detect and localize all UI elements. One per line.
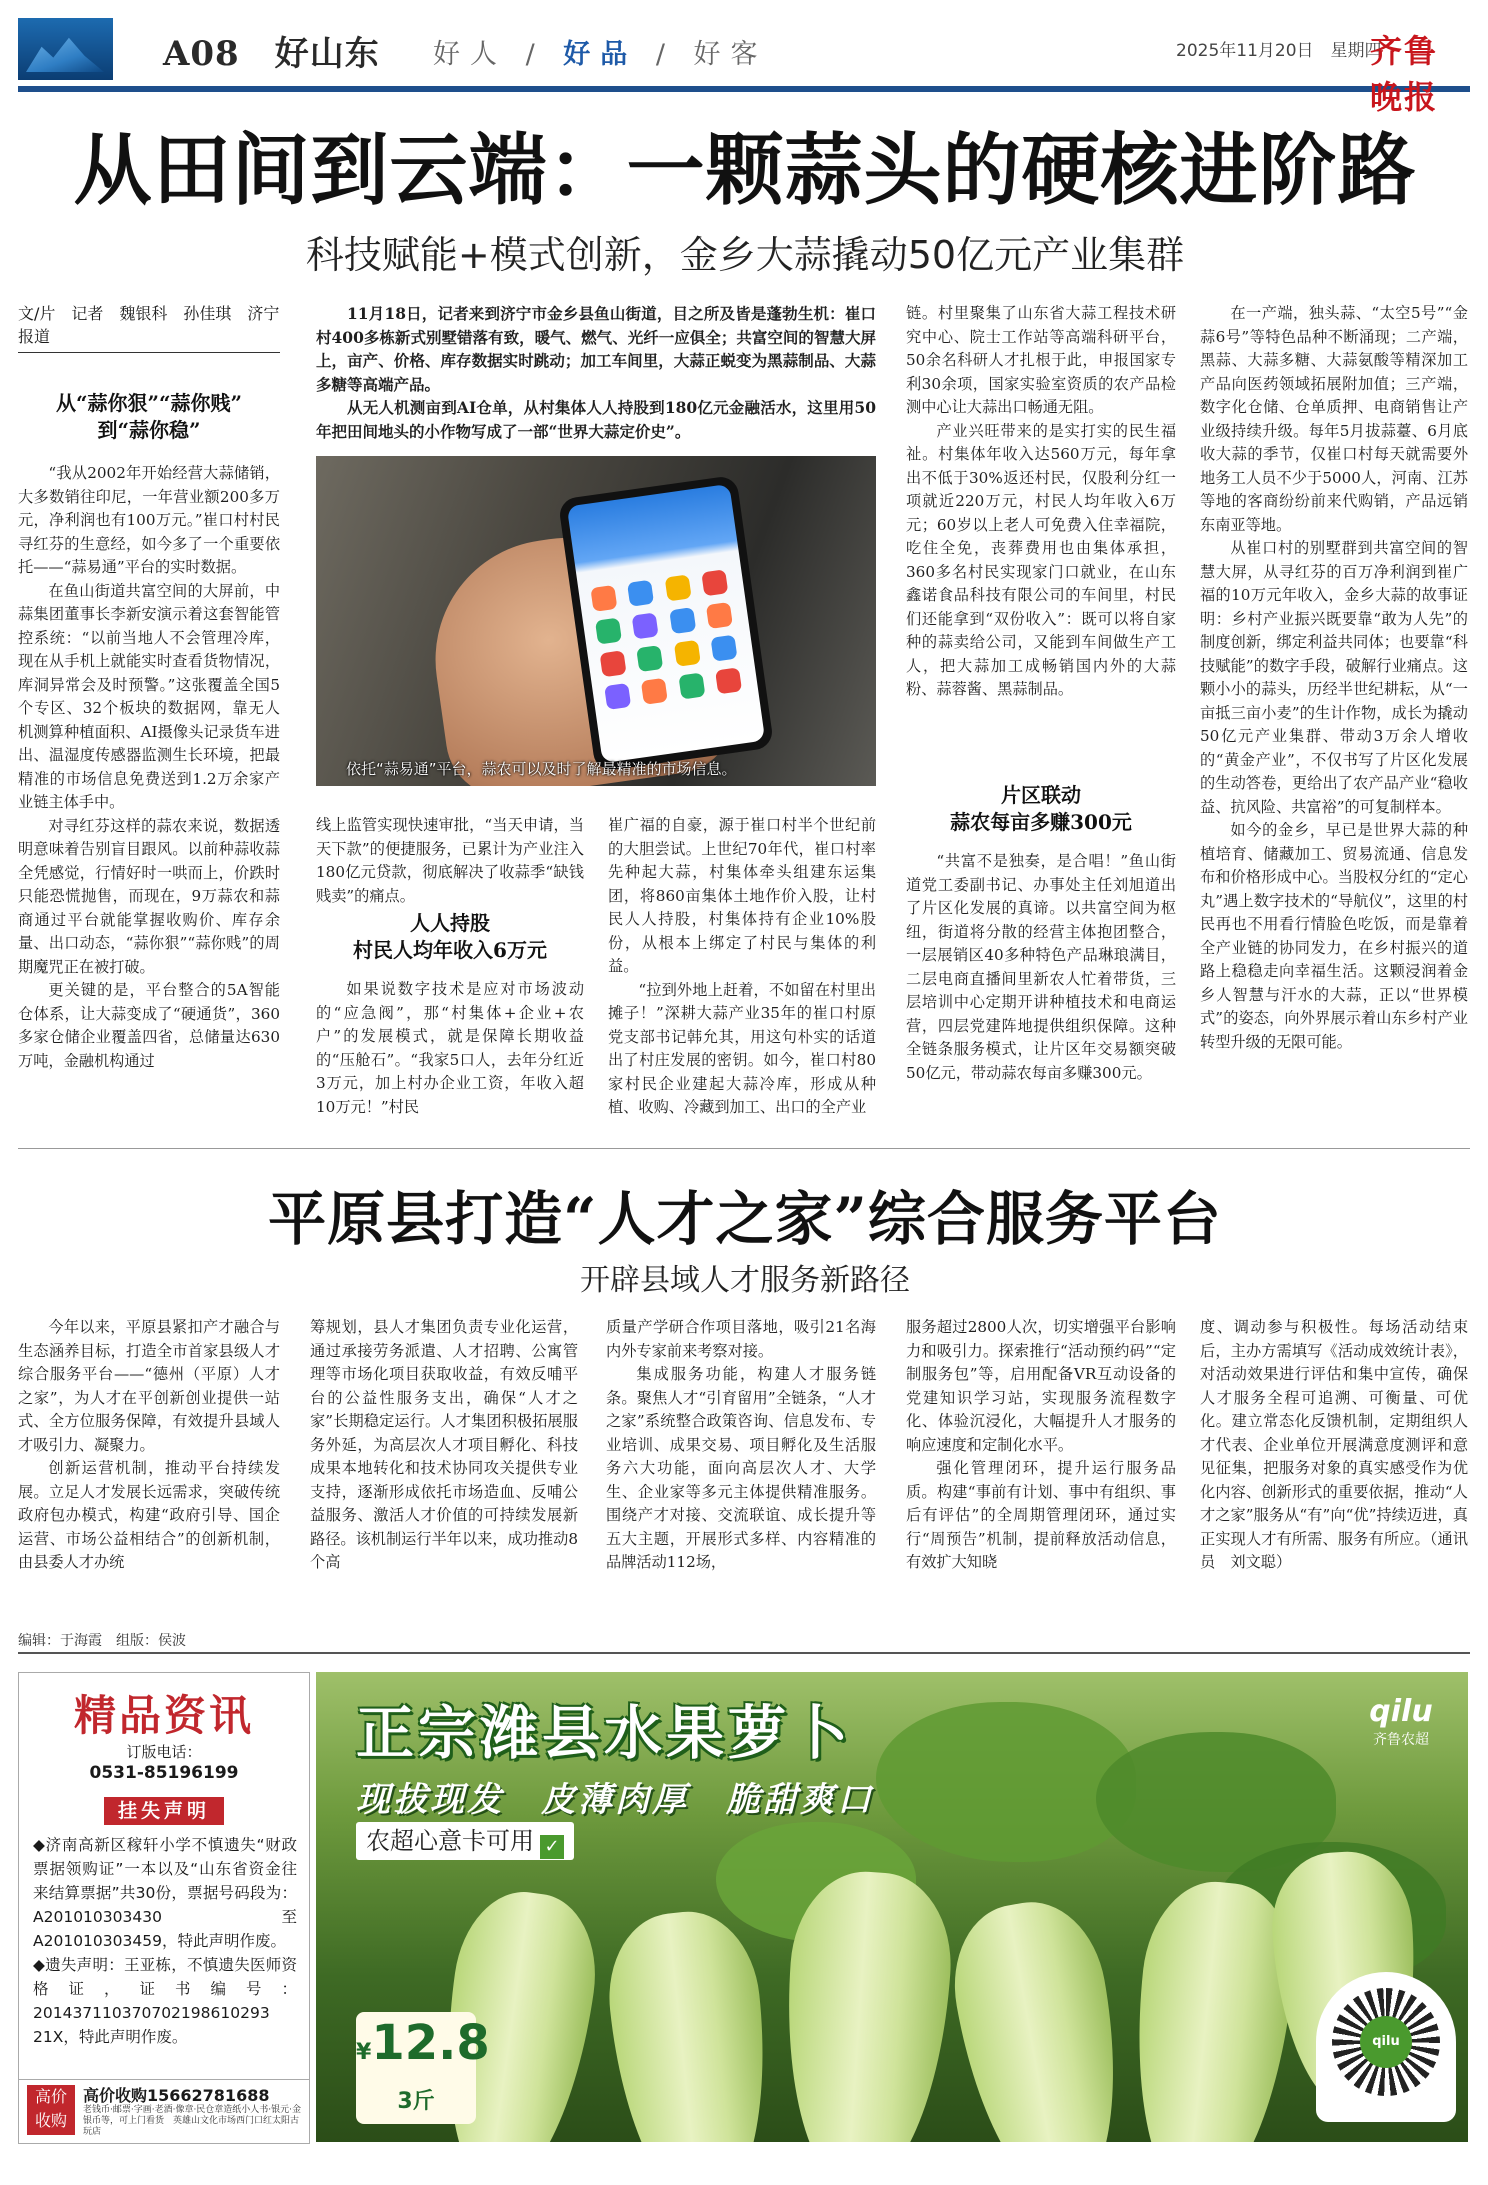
newspaper-brand: 齐鲁晚报 — [1370, 32, 1439, 116]
paragraph: 度、调动参与积极性。每场活动结束后，主办方需填写《活动成效统计表》，对活动效果进行评估和集中宣传，确保人才服务全程可追溯、可衡量、可优化。建立常态化反馈机制，定期组织人才代表、企业单位开展满意度测评和意见征集，把服务对象的真实感受作为优化内容、创新形式的重要依据，推动“人才之家”服务从“有”向“优”持续迈进，真正实现人才有所需、服务有所应。（通讯员 刘文聪） — [1200, 1318, 1468, 1571]
article2-headline: 平原县打造“人才之家”综合服务平台 — [268, 1185, 1222, 1253]
article1-headline: 从田间到云端：一颗蒜头的硬核进阶路 — [73, 125, 1417, 216]
article1-column-4b — [906, 850, 1176, 1085]
price-unit: 3斤 — [397, 2089, 435, 2114]
qr-code-icon[interactable] — [1316, 1972, 1456, 2122]
notice-item: ◆济南高新区稼轩小学不慎遗失“财政票据领购证”一本以及“山东省资金往来结算票据”共30份，票据号码段为：A201010303430至A201010303459，特此声明作废。 — [33, 1836, 297, 1950]
paragraph: 产业兴旺带来的是实打实的民生福祉。村集体年收入达560万元，每年拿出不低于30%返还村民，仅股利分红一项就近220万元，村民人均年收入6万元；60岁以上老人可免费入住幸福院，吃住全免，丧葬费用也由集体承担，360多名村民实现家门口就业，在山东鑫诺食品科技有限公司的车间里，村民们还能拿到“双份收入”：既可以将自家种的蒜卖给公司，又能到车间做生产工人，把大蒜加工成畅销国内外的大蒜粉、蒜蓉酱、黑蒜制品。 — [906, 421, 1176, 698]
paragraph: 强化管理闭环，提升运行服务品质。构建“事前有计划、事中有组织、事后有评估”的全周期管理闭环，通过实行“周预告”机制，提前释放活动信息，有效扩大知晓 — [906, 1459, 1176, 1571]
footer-divider — [18, 1652, 1470, 1654]
paragraph: 创新运营机制，推动平台持续发展。立足人才发展长远需求，突破传统政府包办模式，构建“政府引导、国企运营、市场公益相结合”的创新机制，由县委人才办统 — [18, 1459, 280, 1571]
article1-subheading-3: 片区联动 蒜农每亩多赚300元 — [950, 783, 1132, 834]
price-tag — [356, 2012, 490, 2124]
paragraph: 服务超过2800人次，切实增强平台影响力和吸引力。探索推行“活动预约码”“定制服务包”等，启用配备VR互动设备的党建知识学习站，实现服务流程数字化、体验沉浸化，大幅提升人才服务的响应速度和定制化水平。 — [906, 1318, 1176, 1454]
qilu-logo — [1356, 1694, 1446, 1749]
paragraph: “我从2002年开始经营大蒜储销，大多数销往印尼，一年营业额200多万元，净利润也有100万元。”崔口村村民寻红芬的生意经，如今多了一个重要依托——“蒜易通”平台的实时数据。 — [18, 464, 280, 576]
classifieds-phone-label: 订版电话： — [126, 1743, 202, 1761]
paragraph: “共富不是独奏，是合唱！”鱼山街道党工委副书记、办事处主任刘旭道出了片区化发展的真谛。以共富空间为枢纽，街道将分散的经营主体抱团整合，一层展销区40多种特色产品琳琅满目，二层电商直播间里新农人忙着带货，三层培训中心定期开讲种植技术和电商运营，四层党建阵地提供组织保障。这种全链条服务模式，让片区年交易额突破50亿元，带动蒜农每亩多赚300元。 — [906, 852, 1176, 1082]
classifieds-title: 精品资讯 — [73, 1691, 254, 1740]
paragraph: 对寻红芬这样的蒜农来说，数据透明意味着告别盲目跟风。以前种蒜收蒜全凭感觉，行情好时一哄而上，价跌时只能恐慌抛售，而现在，9万蒜农和蒜商通过平台就能掌握收购价、库存余量、出口动态，“蒜你狠”“蒜你贱”的周期魔咒正在被打破。 — [18, 816, 280, 976]
buy-phone: 高价收购15662781688 — [83, 2086, 270, 2105]
article2-subhead: 开辟县域人才服务新路径 — [580, 1263, 910, 1298]
article2-column-3 — [606, 1316, 876, 1575]
article1-column-3 — [608, 814, 876, 1120]
mountain-icon — [26, 36, 104, 72]
lead-paragraph: 从无人机测亩到AI仓单，从村集体人人持股到180亿元金融活水，这里用50年把田间地头的小作物写成了一部“世界大蒜定价史”。 — [316, 398, 876, 441]
classifieds-phone: 0531-85196199 — [89, 1763, 239, 1783]
issue-date: 2025年11月20日 星期四 — [1176, 41, 1382, 61]
article1-lead — [316, 302, 876, 443]
page-header — [18, 18, 1470, 116]
paragraph: 在鱼山街道共富空间的大屏前，中蒜集团董事长李新安演示着这套智能管控系统：“以前当地人不会管理冷库，现在从手机上就能实时查看货物情况，库洞异常会及时预警。”这张覆盖全国5个专区、32个板块的数据网，靠无人机测算种植面积、AI摄像头记录货车进出、温湿度传感器监测生长环境，把最精准的市场信息免费送到1.2万余家产业链主体手中。 — [18, 581, 280, 811]
paragraph: 崔广福的自豪，源于崔口村半个世纪前的大胆尝试。上世纪70年代，崔口村率先种起大蒜，村集体牵头组建东运集团，将860亩集体土地作价入股，让村民人人持股，村集体持有企业10%股份，从根本上绑定了村民与集体的利益。 — [608, 816, 876, 975]
paragraph: 如果说数字技术是应对市场波动的“应急阀”，那“村集体+企业+农户”的发展模式，就是保障长期收益的“压舱石”。“我家5口人，去年分红近3万元，加上村办企业工资，年收入超10万元！”村民 — [316, 980, 584, 1116]
paragraph: 在一产端，独头蒜、“太空5号”“金蒜6号”等特色品种不断涌现；二产端，黑蒜、大蒜多糖、大蒜氨酸等精深加工产品向医药领域拓展附加值；三产端，数字化仓储、仓单质押、电商销售让产业级持续升级。每年5月拔蒜薹、6月底收大蒜的季节，仅崔口村每天就需要外地务工人员不少于5000人，河南、江苏等地的客商纷纷前来代购销，产品远销东南亚等地。 — [1200, 304, 1468, 534]
page-number: A08 好山东 — [163, 34, 380, 74]
currency-symbol: ¥ — [356, 2040, 372, 2065]
lead-paragraph: 11月18日，记者来到济宁市金乡县鱼山街道，目之所及皆是蓬勃生机：崔口村400多栋新式别墅错落有致，暖气、燃气、光纤一应俱全；共富空间的智慧大屏上，亩产、价格、库存数据实时跳动；加工车间里，大蒜正蜕变为黑蒜制品、大蒜多糖等高端产品。 — [316, 304, 876, 394]
photo-caption: 依托“蒜易通”平台，蒜农可以及时了解最精准的市场信息。 — [346, 760, 737, 778]
classifieds-box — [18, 1672, 310, 2144]
ad-slogan: 现拔现发 皮薄肉厚 脆甜爽口 — [356, 1780, 874, 1820]
article2-column-5 — [1200, 1316, 1468, 1575]
masthead-logo — [18, 18, 113, 80]
tab-haoren[interactable]: 好人 — [433, 39, 507, 70]
radish-advertisement[interactable] — [316, 1672, 1468, 2142]
logo-subtitle: 齐鲁农超 — [1373, 1732, 1429, 1748]
paragraph: 筹规划，县人才集团负责专业化运营，通过承接劳务派遣、人才招聘、公寓管理等市场化项目获取收益，有效反哺平台的公益性服务支出，确保“人才之家”长期稳定运行。人才集团积极拓展服务外延，为高层次人才项目孵化、科技成果本地转化和技术协同攻关提供专业支持，逐渐形成依托市场造血、反哺公益服务、激活人才价值的可持续发展新路径。该机制运行半年以来，成功推动8个高 — [310, 1318, 578, 1571]
buy-note: 老钱币·邮票·字画·老酒·像章·民仓章造纸小人书·银元·金银币等，可上门看货 英雄山文化市场西门口红太阳古玩店 — [83, 2105, 302, 2137]
notice-list — [33, 1833, 297, 2049]
article1-byline: 文/片 记者 魏银科 孙佳琪 济宁报道 — [18, 304, 280, 346]
logo-text: qilu — [1369, 1694, 1433, 1729]
buy-badge: 高价 收购 — [27, 2085, 75, 2135]
notice-item: ◆遗失声明：王亚栋，不慎遗失医师资格证，证书编号：201437110370702198610293​21X，特此声明作废。 — [33, 1956, 297, 2046]
paragraph: 集成服务功能，构建人才服务链条。聚焦人才“引育留用”全链条，“人才之家”系统整合政策咨询、信息发布、专业培训、成果交易、项目孵化及生活服务六大功能，面向高层次人才、大学生、企业家等多元主体提供精准服务。围绕产才对接、交流联谊、成长提升等五大主题，开展形式多样、内容精准的品牌活动112场， — [606, 1365, 876, 1571]
article1-column-2b — [316, 978, 584, 1119]
article2-column-4 — [906, 1316, 1176, 1575]
article1-column-5 — [1200, 302, 1468, 1054]
tab-haoke[interactable]: 好客 — [693, 39, 768, 70]
card-text: 农超心意卡可用 — [366, 1827, 534, 1855]
section-tabs: 好人 / 好品 / 好客 — [433, 39, 768, 70]
paragraph: 如今的金乡，早已是世界大蒜的种植培育、储藏加工、贸易流通、信息发布和价格形成中心。当股权分红的“定心丸”遇上数字技术的“导航仪”，这里的村民再也不用看行情脸色吃饭，而是靠着全产业链的协同发力，在乡村振兴的道路上稳稳走向幸福生活。这颗浸润着金乡人智慧与汗水的大蒜，正以“世界模式”的姿态，向外界展示着山东乡村产业转型升级的无限可能。 — [1200, 821, 1468, 1051]
article1-subheading-2: 人人持股 村民人均年收入6万元 — [353, 911, 547, 962]
checkmark-icon: ✓ — [540, 1835, 564, 1859]
qr-logo-text: qilu — [1360, 2016, 1412, 2068]
paragraph: 今年以来，平原县紧扣产才融合与生态涵养目标，打造全市首家县级人才综合服务平台——“德州（平原）人才之家”，为人才在平创新创业提供一站式、全方位服务保障，有效提升县域人才吸引力、凝聚力。 — [18, 1318, 280, 1454]
article1-photo — [316, 456, 876, 786]
article1-column-2 — [316, 814, 584, 908]
ad-title: 正宗潍县水果萝卜 — [356, 1699, 853, 1767]
section-name: 好山东 — [274, 34, 380, 74]
byline-divider — [18, 352, 280, 353]
paragraph: 更关键的是，平台整合的5A智能仓体系，让大蒜变成了“硬通货”，360多家仓储企业覆盖四省，总储量达630万吨，金融机构通过 — [18, 981, 280, 1070]
tab-haopin[interactable]: 好品 — [563, 39, 638, 70]
paragraph: 链。村里聚集了山东省大蒜工程技术研究中心、院士工作站等高端科研平台，50余名科研人才扎根于此，申报国家专利30余项，国家实验室资质的农产品检测中心让大蒜出口畅通无阻。 — [906, 304, 1176, 416]
paragraph: 线上监管实现快速审批，“当天申请，当天下款”的便捷服务，已累计为产业注入180亿元贷款，彻底解决了收蒜季“缺钱贱卖”的痛点。 — [316, 816, 584, 905]
paragraph: 从崔口村的别墅群到共富空间的智慧大屏，从寻红芬的百万净利润到崔广福的10万元年收入，金乡大蒜的故事证明：乡村产业振兴既要靠“敢为人先”的制度创新，绑定利益共同体；也要靠“科技赋能”的数字手段，破解行业痛点。这颗小小的蒜头，历经半世纪耕耘，从“一亩抵三亩小麦”的生计作物，成长为撬动50亿元产业集群、带动3万余人增收的“黄金产业”，不仅书写了片区化发展的生动答卷，更给出了农产品产业“稳收益、抗风险、共富裕”的可复制样本。 — [1200, 539, 1468, 816]
price-value: 12.8 — [371, 2015, 490, 2071]
ad-card-note — [356, 1822, 574, 1860]
article1-column-4 — [906, 302, 1176, 702]
article1-column-1 — [18, 462, 280, 1073]
classifieds-divider — [19, 2079, 309, 2080]
article-divider — [18, 1148, 1470, 1149]
article1-subheading-1: 从“蒜你狠”“蒜你贱” 到“蒜你稳” — [55, 391, 242, 442]
paragraph: “拉到外地上赶着，不如留在村里出摊子！”深耕大蒜产业35年的崔口村原党支部书记韩允其，用这句朴实的话道出了村庄发展的密钥。如今，崔口村80家村民企业建起大蒜冷库，形成从种植、收购、冷藏到加工、出口的全产业 — [608, 980, 876, 1116]
article2-column-1 — [18, 1316, 280, 1575]
editor-credit: 编辑：于海霞 组版：侯波 — [18, 1633, 186, 1649]
notice-section-label: 挂失声明 — [104, 1797, 224, 1825]
paragraph: 质量产学研合作项目落地，吸引21名海内外专家前来考察对接。 — [606, 1318, 876, 1360]
smartphone-image — [558, 475, 775, 772]
article2-column-2 — [310, 1316, 578, 1575]
article1-subhead: 科技赋能+模式创新，金乡大蒜撬动50亿元产业集群 — [305, 233, 1185, 277]
